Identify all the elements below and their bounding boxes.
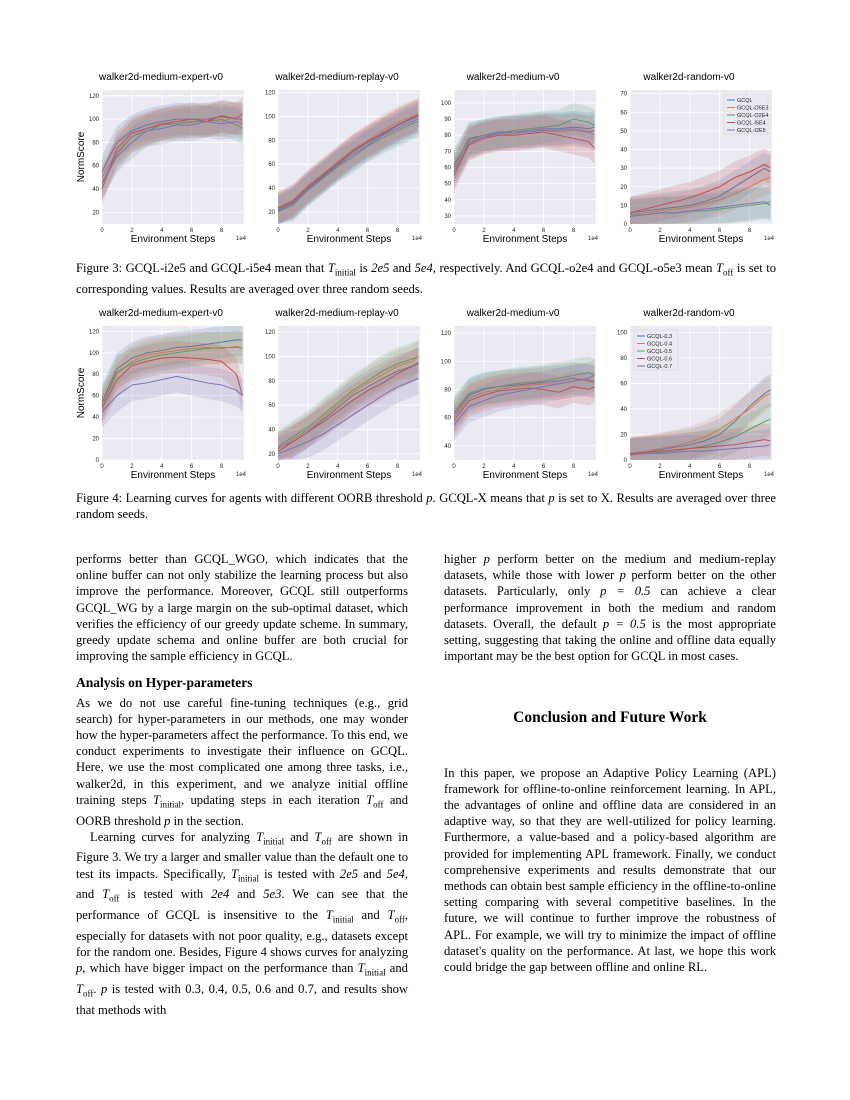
- x-tick-label: 2: [306, 228, 310, 234]
- legend-label: GCQL-0.3: [647, 334, 673, 340]
- caption-text: . GCQL-X means that: [432, 491, 549, 505]
- y-tick-label: 60: [268, 162, 275, 169]
- x-axis-label: Environment Steps: [306, 234, 392, 245]
- fig4-plot-medium-replay: [252, 308, 422, 486]
- y-tick-label: 100: [264, 114, 275, 121]
- chart-svg: [428, 86, 598, 246]
- caption-text: , respectively. And GCQL-o2e4 and GCQL-o5e3 mean: [432, 261, 716, 275]
- figure-3-caption: [76, 260, 776, 297]
- caption-math: T: [327, 261, 335, 275]
- paragraph: higher p perform better on the medium and medium-replay datasets, while those with lower p perform better on the other datasets. Particularly, only p = 0.5 can achieve a clear performance improvement in both the medium and random datasets. Overall, the default p = 0.5 is the most appropriate setting, suggesting that taking the online and offline data equally important may be the best option for GCQL in most cases.: [444, 552, 777, 664]
- x-tick-label: 0: [100, 464, 104, 470]
- y-tick-label: 100: [88, 117, 99, 124]
- x-multiplier: 1e4: [235, 472, 246, 478]
- y-tick-label: 10: [620, 203, 627, 210]
- x-tick-label: 0: [276, 228, 280, 234]
- figure-3: [76, 72, 776, 252]
- x-tick-label: 6: [718, 228, 722, 234]
- y-tick-label: 70: [444, 149, 451, 156]
- y-tick-label: 40: [444, 197, 451, 204]
- chart-svg: [252, 86, 422, 246]
- y-axis-label: NormScore: [76, 131, 87, 183]
- figure-4: [76, 308, 776, 488]
- caption-text: is set to corresponding values. Results are averaged over three random seeds.: [76, 261, 777, 296]
- legend-label: GCQL-O5E3: [737, 105, 769, 112]
- plot-title: walker2d-medium-expert-v0: [99, 308, 223, 319]
- x-tick-label: 8: [219, 228, 224, 234]
- y-axis-label: NormScore: [76, 367, 87, 419]
- x-tick-label: 2: [306, 464, 310, 470]
- paragraph: Learning curves for analyzing $T_{initial}$ and $T_{off}$ are shown in Figure 3. We try a larger and smaller value than the default one to test its impacts. Specifically, $T_{initial}$ is tested with 2e5 and 5e4, and $T_{off}$ is tested with 2e4 and 5e3. We can see that the performance of GCQL is insensitive to the $T_{initial}$ and $T_{off}$, especially for datasets with not poor quality, e.g., datasets except for the random one. Besides, Figure 4 shows curves for analyzing p, which have bigger impact on the performance than $T_{initial}$ and $T_{off}$. p is tested with 0.3, 0.4, 0.5, 0.6 and 0.7, and results show that methods with: [76, 829, 409, 1017]
- paragraph: In this paper, we propose an Adaptive Policy Learning (APL) framework for offline-to-online reinforcement learning. In APL, the advantages of online and offline data are considered in an adaptive way, so that they are well-utilized for policy learning. Furthermore, a value-based and a policy-based algorithm are provided for implementing APL framework. Finally, we conduct comprehensive experiments and results demonstrate that our methods can obtain best sample efficiency in the offline-to-online setting comparing with several competitive baselines. In the future, we will continue to further improve the robustness of APL. For example, we will try to minimize the impact of offline dataset's quality on the performance. At last, we hope this work could bridge the gap between offline and online RL.: [444, 765, 776, 975]
- y-tick-label: 20: [620, 432, 627, 439]
- y-tick-label: 60: [92, 163, 99, 170]
- caption-math: 2e5: [371, 261, 390, 275]
- chart-svg: [604, 86, 774, 246]
- y-tick-label: 50: [620, 128, 627, 135]
- x-multiplier: 1e4: [411, 472, 422, 478]
- x-tick-label: 2: [482, 228, 486, 234]
- x-tick-label: 8: [395, 228, 400, 234]
- y-tick-label: 90: [444, 117, 451, 124]
- x-axis-label: Environment Steps: [658, 470, 744, 481]
- legend-label: GCQL-0.5: [647, 349, 673, 355]
- y-tick-label: 60: [268, 403, 275, 410]
- x-axis-label: Environment Steps: [482, 234, 568, 245]
- x-tick-label: 6: [542, 464, 546, 470]
- x-axis-label: Environment Steps: [306, 470, 392, 481]
- plot-title: walker2d-medium-v0: [466, 308, 560, 319]
- y-tick-label: 40: [620, 147, 627, 154]
- caption-text: Figure 4: Learning curves for agents with different OORB threshold: [76, 491, 427, 505]
- x-axis-label: Environment Steps: [130, 470, 216, 481]
- fig3-plot-random: [604, 72, 774, 250]
- x-tick-label: 6: [190, 228, 194, 234]
- x-tick-label: 2: [130, 228, 134, 234]
- y-tick-label: 50: [444, 181, 451, 188]
- plot-title: walker2d-medium-replay-v0: [275, 308, 399, 319]
- y-tick-label: 40: [444, 443, 451, 450]
- y-tick-label: 100: [264, 354, 275, 361]
- caption-text: Figure 3: GCQL-i2e5 and GCQL-i5e4 mean that: [76, 261, 328, 275]
- x-tick-label: 6: [366, 228, 370, 234]
- x-tick-label: 2: [482, 464, 486, 470]
- x-axis-label: Environment Steps: [658, 234, 744, 245]
- y-tick-label: 60: [620, 110, 627, 117]
- caption-math: p: [426, 491, 433, 505]
- y-tick-label: 20: [620, 184, 627, 191]
- y-tick-label: 100: [88, 350, 99, 357]
- fig4-plot-random: [604, 308, 774, 486]
- y-tick-label: 80: [92, 140, 99, 147]
- legend-label: GCQL-0.4: [647, 341, 673, 348]
- x-tick-label: 0: [452, 464, 456, 470]
- y-tick-label: 60: [444, 165, 451, 172]
- x-tick-label: 4: [512, 464, 516, 470]
- y-tick-label: 100: [440, 359, 451, 366]
- x-multiplier: 1e4: [235, 236, 246, 242]
- x-tick-label: 8: [395, 464, 400, 470]
- y-tick-label: 80: [92, 372, 99, 379]
- legend-label: GCQL-I2E5: [737, 128, 766, 134]
- y-tick-label: 0: [623, 222, 627, 228]
- plot-title: walker2d-medium-expert-v0: [99, 72, 223, 83]
- x-multiplier: 1e4: [411, 236, 422, 242]
- y-tick-label: 0: [95, 458, 99, 464]
- y-tick-label: 20: [92, 210, 99, 217]
- x-tick-label: 0: [276, 464, 280, 470]
- x-tick-label: 2: [658, 228, 662, 234]
- y-tick-label: 80: [268, 378, 275, 385]
- caption-math: 5e4: [414, 261, 433, 275]
- y-tick-label: 40: [92, 187, 99, 194]
- y-tick-label: 0: [623, 458, 627, 464]
- x-axis-label: Environment Steps: [482, 470, 568, 481]
- plot-title: walker2d-medium-v0: [466, 72, 560, 83]
- x-tick-label: 4: [512, 228, 516, 234]
- y-tick-label: 40: [620, 406, 627, 413]
- caption-text: is set to X. Results are averaged over three random seeds.: [76, 491, 777, 521]
- y-tick-label: 120: [88, 93, 99, 100]
- legend-label: GCQL-I5E4: [737, 120, 766, 127]
- legend-label: GCQL-0.6: [647, 356, 673, 363]
- y-tick-label: 100: [440, 100, 451, 107]
- x-multiplier: 1e4: [763, 472, 774, 478]
- x-multiplier: 1e4: [587, 472, 598, 478]
- fig3-plot-medium: [428, 72, 598, 250]
- y-tick-label: 20: [92, 436, 99, 443]
- legend-label: GCQL-0.7: [647, 364, 673, 370]
- y-tick-label: 80: [444, 387, 451, 394]
- x-multiplier: 1e4: [587, 236, 598, 242]
- x-tick-label: 6: [366, 464, 370, 470]
- x-tick-label: 4: [688, 464, 692, 470]
- y-tick-label: 20: [268, 451, 275, 458]
- plot-title: walker2d-random-v0: [643, 308, 735, 319]
- x-tick-label: 6: [190, 464, 194, 470]
- y-tick-label: 40: [92, 415, 99, 422]
- paragraph: performs better than GCQL_WGO, which indicates that the online buffer can not only stabilize the learning process but also improve the performance. Moreover, GCQL still outperforms GCQL_WG by a large margin on the sub-optimal dataset, which verifies the efficiency of our greedy update scheme. In summary, greedy update schema and online buffer are both crucial for improving the sample efficiency in GCQL.: [76, 552, 408, 664]
- y-tick-label: 80: [620, 355, 627, 362]
- plot-title: walker2d-medium-replay-v0: [275, 72, 399, 83]
- x-tick-label: 0: [628, 464, 632, 470]
- y-tick-label: 40: [268, 427, 275, 434]
- y-tick-label: 60: [444, 415, 451, 422]
- x-tick-label: 0: [628, 228, 632, 234]
- section-heading: Analysis on Hyper-parameters: [76, 675, 253, 691]
- y-tick-label: 80: [268, 138, 275, 145]
- y-tick-label: 30: [444, 213, 451, 220]
- legend-label: GCQL: [737, 98, 753, 104]
- left-column: [76, 551, 408, 1018]
- chart-svg: [428, 322, 598, 482]
- x-tick-label: 8: [747, 464, 752, 470]
- fig4-plot-medium: [428, 308, 598, 486]
- x-tick-label: 6: [542, 228, 546, 234]
- section-heading: Conclusion and Future Work: [513, 709, 707, 727]
- caption-math: off: [722, 267, 734, 278]
- figure-4-caption: [76, 490, 776, 522]
- caption-text: and: [389, 261, 415, 275]
- x-tick-label: 8: [571, 464, 576, 470]
- x-tick-label: 8: [219, 464, 224, 470]
- y-tick-label: 40: [268, 186, 275, 193]
- fig3-plot-medium-replay: [252, 72, 422, 250]
- caption-math: T: [715, 261, 723, 275]
- right-column: [444, 551, 776, 975]
- x-tick-label: 2: [658, 464, 662, 470]
- x-tick-label: 8: [747, 228, 752, 234]
- y-tick-label: 120: [264, 90, 275, 97]
- plot-title: walker2d-random-v0: [643, 72, 735, 83]
- fig3-plot-medium-expert: [76, 72, 246, 250]
- y-tick-label: 70: [620, 91, 627, 98]
- fig4-plot-medium-expert: [76, 308, 246, 486]
- y-tick-label: 30: [620, 166, 627, 173]
- y-tick-label: 60: [92, 393, 99, 400]
- y-tick-label: 120: [264, 330, 275, 337]
- chart-svg: [604, 322, 774, 482]
- x-tick-label: 0: [452, 228, 456, 234]
- x-tick-label: 4: [336, 464, 340, 470]
- x-tick-label: 4: [160, 228, 164, 234]
- chart-svg: [252, 322, 422, 482]
- chart-svg: [76, 322, 246, 482]
- chart-svg: [76, 86, 246, 246]
- x-axis-label: Environment Steps: [130, 234, 216, 245]
- y-tick-label: 120: [440, 331, 451, 338]
- paragraph: As we do not use careful fine-tuning techniques (e.g., grid search) for hyper-parameters in our methods, one may wonder how the hyper-parameters affect the performance. To this end, we conduct experiments to investigate their influence on GCQL. Here, we use the most complicated one among three tasks, i.e., walker2d, in this experiment, and we analyze initial offline training steps $T_{initial}$, updating steps in each iteration $T_{off}$ and OORB threshold p in the section.: [76, 695, 408, 828]
- x-multiplier: 1e4: [763, 236, 774, 242]
- legend-label: GCQL-O2E4: [737, 113, 769, 119]
- y-tick-label: 100: [616, 330, 627, 337]
- x-tick-label: 4: [688, 228, 692, 234]
- y-tick-label: 60: [620, 381, 627, 388]
- x-tick-label: 4: [336, 228, 340, 234]
- x-tick-label: 2: [130, 464, 134, 470]
- y-tick-label: 20: [268, 210, 275, 217]
- x-tick-label: 0: [100, 228, 104, 234]
- x-tick-label: 6: [718, 464, 722, 470]
- caption-text: is: [355, 261, 372, 275]
- x-tick-label: 8: [571, 228, 576, 234]
- caption-math: initial: [334, 267, 356, 278]
- y-tick-label: 120: [88, 329, 99, 336]
- caption-math: p: [548, 491, 555, 505]
- x-tick-label: 4: [160, 464, 164, 470]
- y-tick-label: 80: [444, 133, 451, 140]
